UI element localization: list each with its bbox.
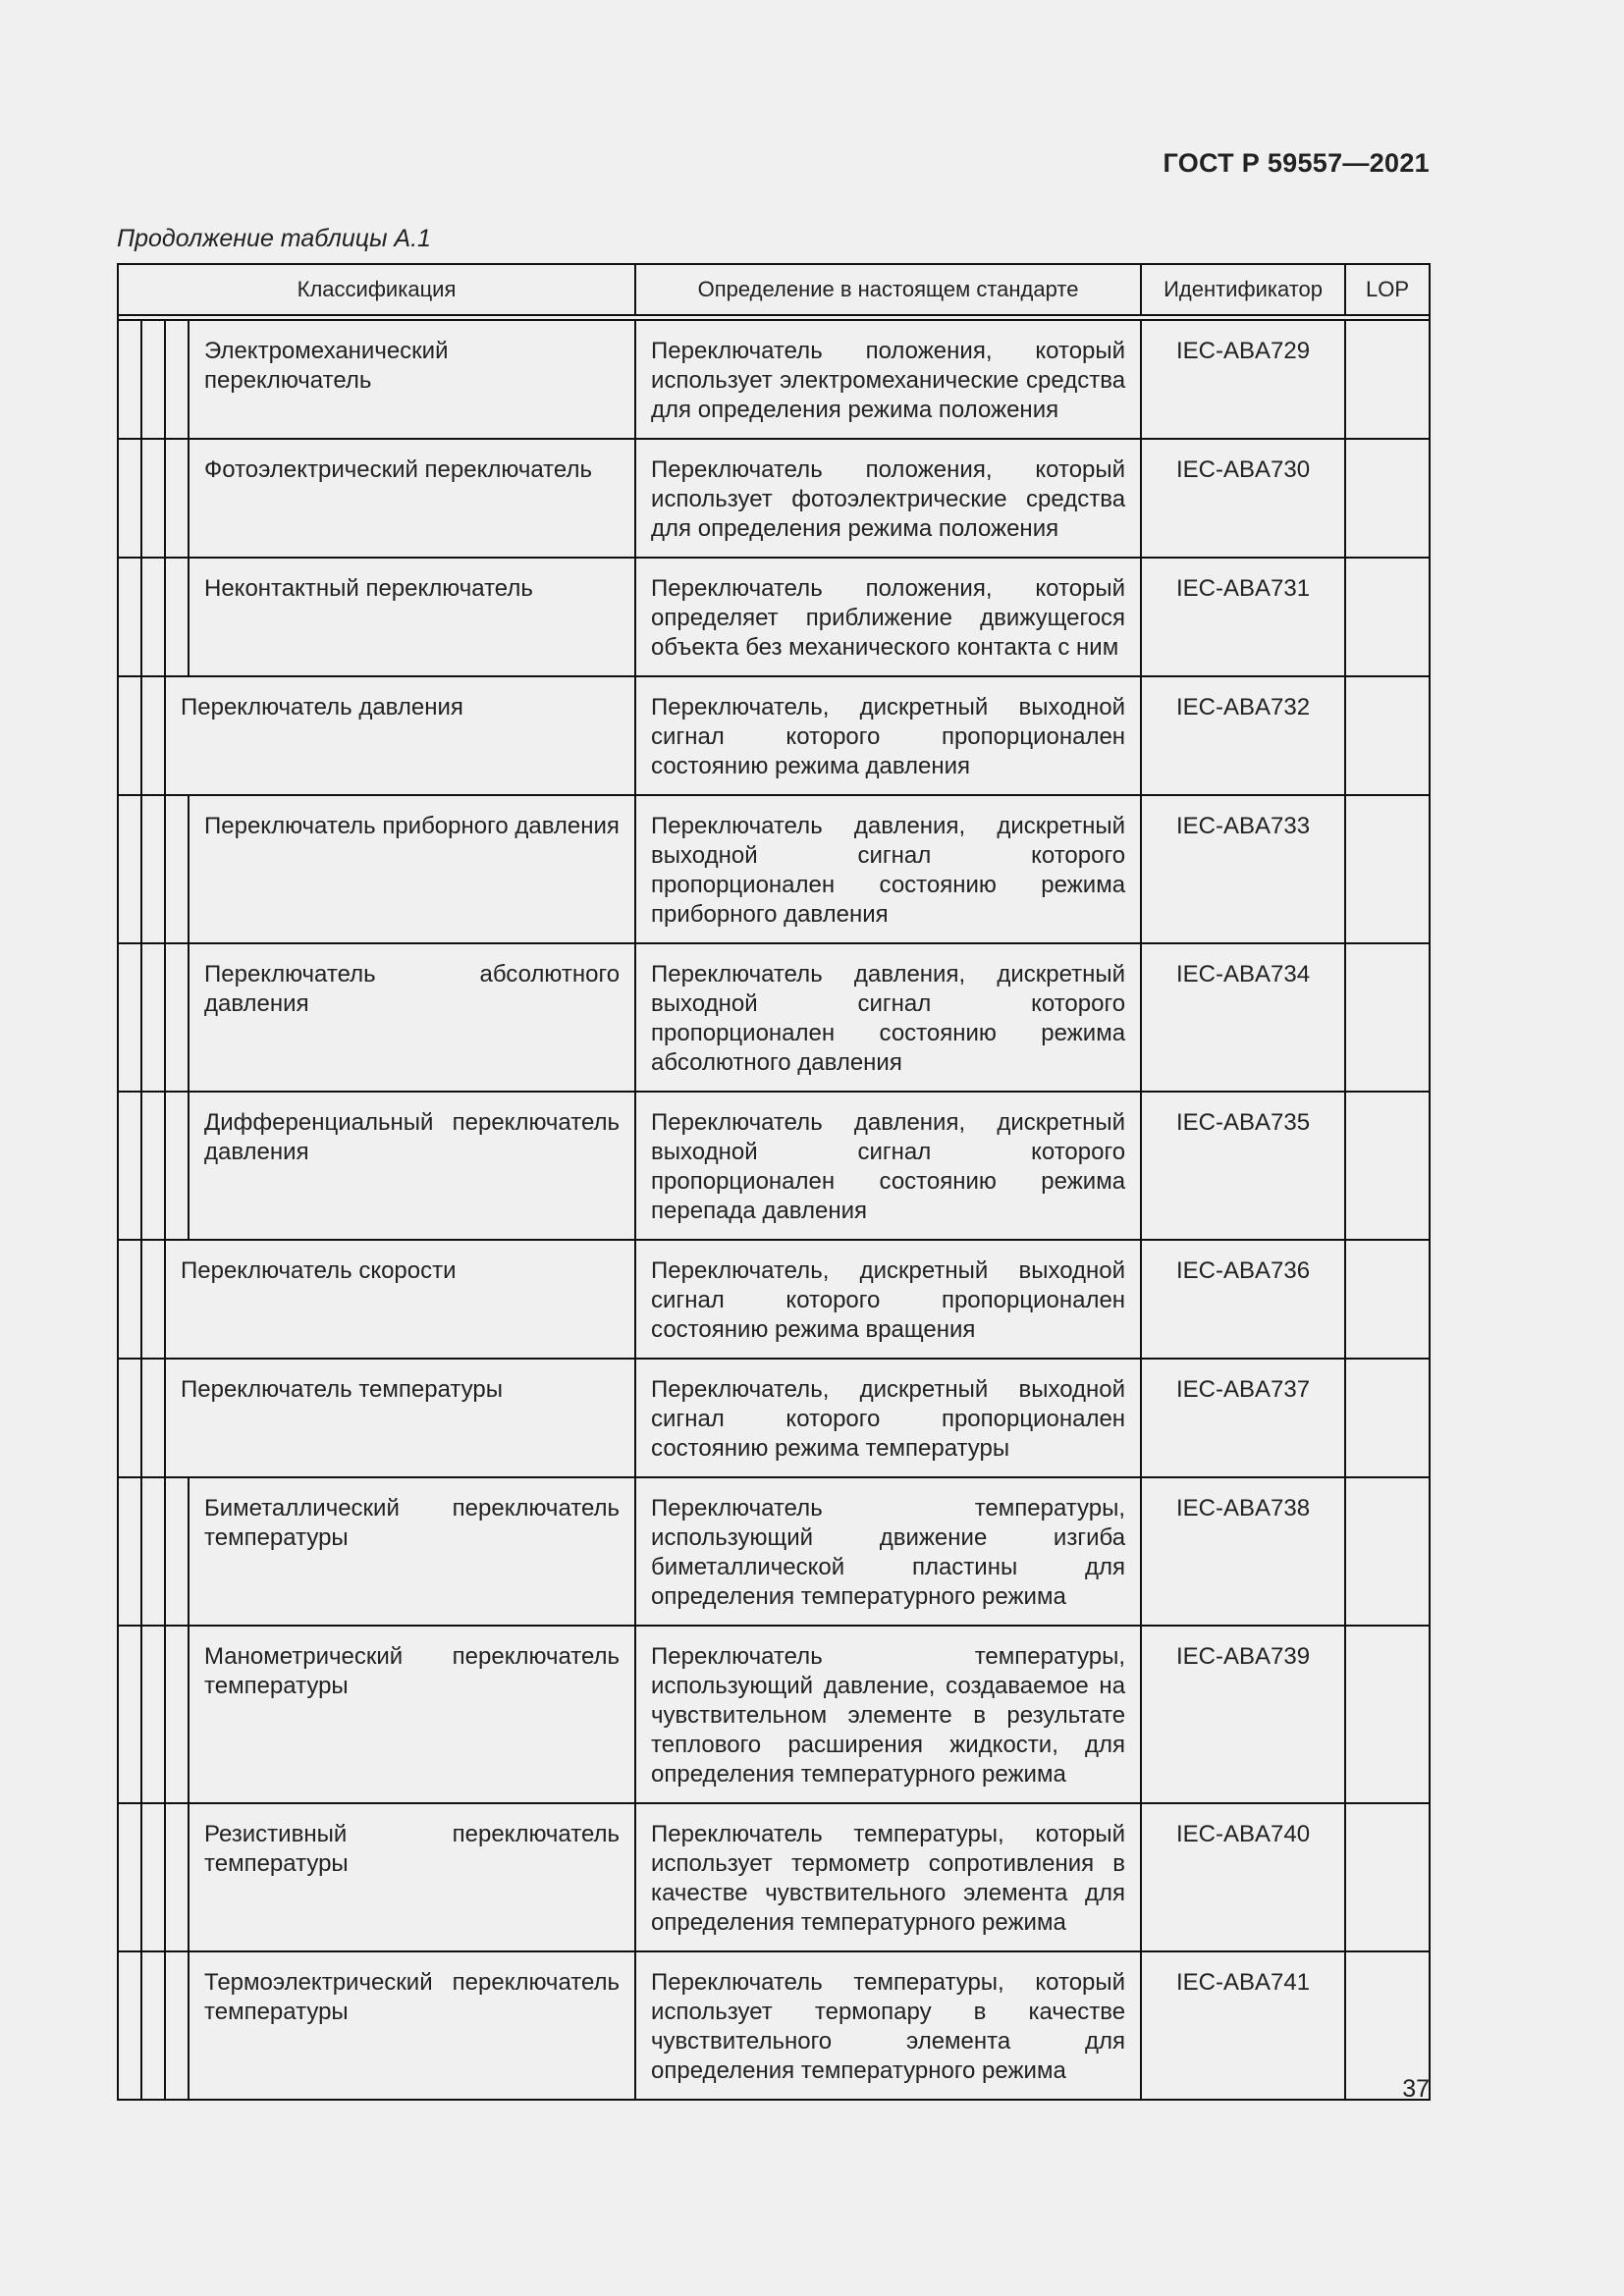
classification-cell: Резистивный переключатель температуры (189, 1803, 635, 1951)
hierarchy-indent-cell (118, 1359, 141, 1477)
definition-cell: Переключатель давления, дискретный выходной сигнал которого пропорционален состоянию режима перепада давления (635, 1092, 1141, 1240)
hierarchy-indent-cell (141, 439, 165, 558)
table-row (118, 943, 1430, 1092)
identifier-cell: IEC-ABA731 (1141, 558, 1345, 676)
definition-cell: Переключатель температуры, использующий давление, создаваемое на чувствительном элементе в результате теплового расширения жидкости, для определения температурного режима (635, 1626, 1141, 1803)
hierarchy-indent-cell (118, 1477, 141, 1626)
definition-cell: Переключатель, дискретный выходной сигнал которого пропорционален состоянию режима вращения (635, 1240, 1141, 1359)
identifier-cell: IEC-ABA734 (1141, 943, 1345, 1092)
hierarchy-indent-cell (118, 1240, 141, 1359)
lop-cell (1345, 1803, 1430, 1951)
table-header-row (118, 264, 1430, 315)
hierarchy-indent-cell (118, 1951, 141, 2100)
definition-cell: Переключатель температуры, использующий движение изгиба биметаллической пластины для определения температурного режима (635, 1477, 1141, 1626)
hierarchy-indent-cell (141, 943, 165, 1092)
table-row (118, 1803, 1430, 1951)
classification-cell: Переключатель приборного давления (189, 795, 635, 943)
table-row (118, 439, 1430, 558)
hierarchy-indent-cell (165, 1477, 189, 1626)
table-row (118, 795, 1430, 943)
hierarchy-indent-cell (141, 1951, 165, 2100)
column-header-definition: Определение в настоящем стандарте (635, 264, 1141, 315)
identifier-cell: IEC-ABA735 (1141, 1092, 1345, 1240)
hierarchy-indent-cell (141, 676, 165, 795)
hierarchy-indent-cell (118, 439, 141, 558)
identifier-cell: IEC-ABA732 (1141, 676, 1345, 795)
definition-cell: Переключатель положения, который использует электромеханические средства для определения режима положения (635, 320, 1141, 439)
classification-cell: Переключатель давления (165, 676, 635, 795)
hierarchy-indent-cell (118, 1092, 141, 1240)
column-header-classification: Классификация (118, 264, 635, 315)
hierarchy-indent-cell (118, 1803, 141, 1951)
table-row (118, 320, 1430, 439)
classification-cell: Переключатель температуры (165, 1359, 635, 1477)
hierarchy-indent-cell (165, 1951, 189, 2100)
lop-cell (1345, 1092, 1430, 1240)
hierarchy-indent-cell (118, 676, 141, 795)
hierarchy-indent-cell (141, 1240, 165, 1359)
definition-cell: Переключатель давления, дискретный выходной сигнал которого пропорционален состоянию режима приборного давления (635, 795, 1141, 943)
hierarchy-indent-cell (165, 320, 189, 439)
hierarchy-indent-cell (141, 1803, 165, 1951)
classification-table (117, 263, 1431, 2101)
table-row (118, 1626, 1430, 1803)
classification-cell: Электромеханический переключатель (189, 320, 635, 439)
hierarchy-indent-cell (165, 943, 189, 1092)
hierarchy-indent-cell (118, 558, 141, 676)
table-row (118, 1240, 1430, 1359)
column-header-lop: LOP (1345, 264, 1430, 315)
lop-cell (1345, 1359, 1430, 1477)
identifier-cell: IEC-ABA740 (1141, 1803, 1345, 1951)
column-header-identifier: Идентификатор (1141, 264, 1345, 315)
lop-cell (1345, 1240, 1430, 1359)
hierarchy-indent-cell (141, 1092, 165, 1240)
hierarchy-indent-cell (141, 558, 165, 676)
table-row (118, 676, 1430, 795)
classification-cell: Дифференциальный переключатель давления (189, 1092, 635, 1240)
definition-cell: Переключатель давления, дискретный выходной сигнал которого пропорционален состоянию режима абсолютного давления (635, 943, 1141, 1092)
lop-cell (1345, 795, 1430, 943)
hierarchy-indent-cell (118, 795, 141, 943)
identifier-cell: IEC-ABA730 (1141, 439, 1345, 558)
hierarchy-indent-cell (165, 439, 189, 558)
lop-cell (1345, 558, 1430, 676)
hierarchy-indent-cell (118, 943, 141, 1092)
hierarchy-indent-cell (165, 1092, 189, 1240)
identifier-cell: IEC-ABA737 (1141, 1359, 1345, 1477)
hierarchy-indent-cell (118, 320, 141, 439)
definition-cell: Переключатель положения, который определяет приближение движущегося объекта без механического контакта с ним (635, 558, 1141, 676)
table-row (118, 1359, 1430, 1477)
identifier-cell: IEC-ABA733 (1141, 795, 1345, 943)
definition-cell: Переключатель положения, который использует фотоэлектрические средства для определения режима положения (635, 439, 1141, 558)
classification-cell: Неконтактный переключатель (189, 558, 635, 676)
hierarchy-indent-cell (165, 795, 189, 943)
identifier-cell: IEC-ABA736 (1141, 1240, 1345, 1359)
hierarchy-indent-cell (141, 795, 165, 943)
identifier-cell: IEC-ABA739 (1141, 1626, 1345, 1803)
classification-cell: Манометрический переключатель температуры (189, 1626, 635, 1803)
document-code: ГОСТ Р 59557—2021 (1163, 148, 1430, 178)
definition-cell: Переключатель температуры, который использует термопару в качестве чувствительного элемента для определения температурного режима (635, 1951, 1141, 2100)
hierarchy-indent-cell (165, 558, 189, 676)
identifier-cell: IEC-ABA729 (1141, 320, 1345, 439)
classification-cell: Термоэлектрический переключатель температуры (189, 1951, 635, 2100)
table-row (118, 1092, 1430, 1240)
classification-cell: Переключатель абсолютного давления (189, 943, 635, 1092)
table-caption: Продолжение таблицы А.1 (117, 225, 431, 252)
classification-cell: Переключатель скорости (165, 1240, 635, 1359)
definition-cell: Переключатель, дискретный выходной сигнал которого пропорционален состоянию режима температуры (635, 1359, 1141, 1477)
hierarchy-indent-cell (141, 1477, 165, 1626)
table-body (118, 320, 1430, 2100)
hierarchy-indent-cell (141, 1359, 165, 1477)
hierarchy-indent-cell (165, 1626, 189, 1803)
table-row (118, 1951, 1430, 2100)
hierarchy-indent-cell (141, 1626, 165, 1803)
page-number: 37 (1402, 2075, 1430, 2103)
lop-cell (1345, 1626, 1430, 1803)
hierarchy-indent-cell (165, 1803, 189, 1951)
classification-cell: Биметаллический переключатель температуры (189, 1477, 635, 1626)
identifier-cell: IEC-ABA741 (1141, 1951, 1345, 2100)
hierarchy-indent-cell (141, 320, 165, 439)
lop-cell (1345, 1477, 1430, 1626)
lop-cell (1345, 676, 1430, 795)
lop-cell (1345, 320, 1430, 439)
identifier-cell: IEC-ABA738 (1141, 1477, 1345, 1626)
lop-cell (1345, 439, 1430, 558)
classification-cell: Фотоэлектрический переключатель (189, 439, 635, 558)
definition-cell: Переключатель температуры, который использует термометр сопротивления в качестве чувствительного элемента для определения температурного режима (635, 1803, 1141, 1951)
lop-cell (1345, 943, 1430, 1092)
definition-cell: Переключатель, дискретный выходной сигнал которого пропорционален состоянию режима давления (635, 676, 1141, 795)
hierarchy-indent-cell (118, 1626, 141, 1803)
table-row (118, 1477, 1430, 1626)
table-row (118, 558, 1430, 676)
